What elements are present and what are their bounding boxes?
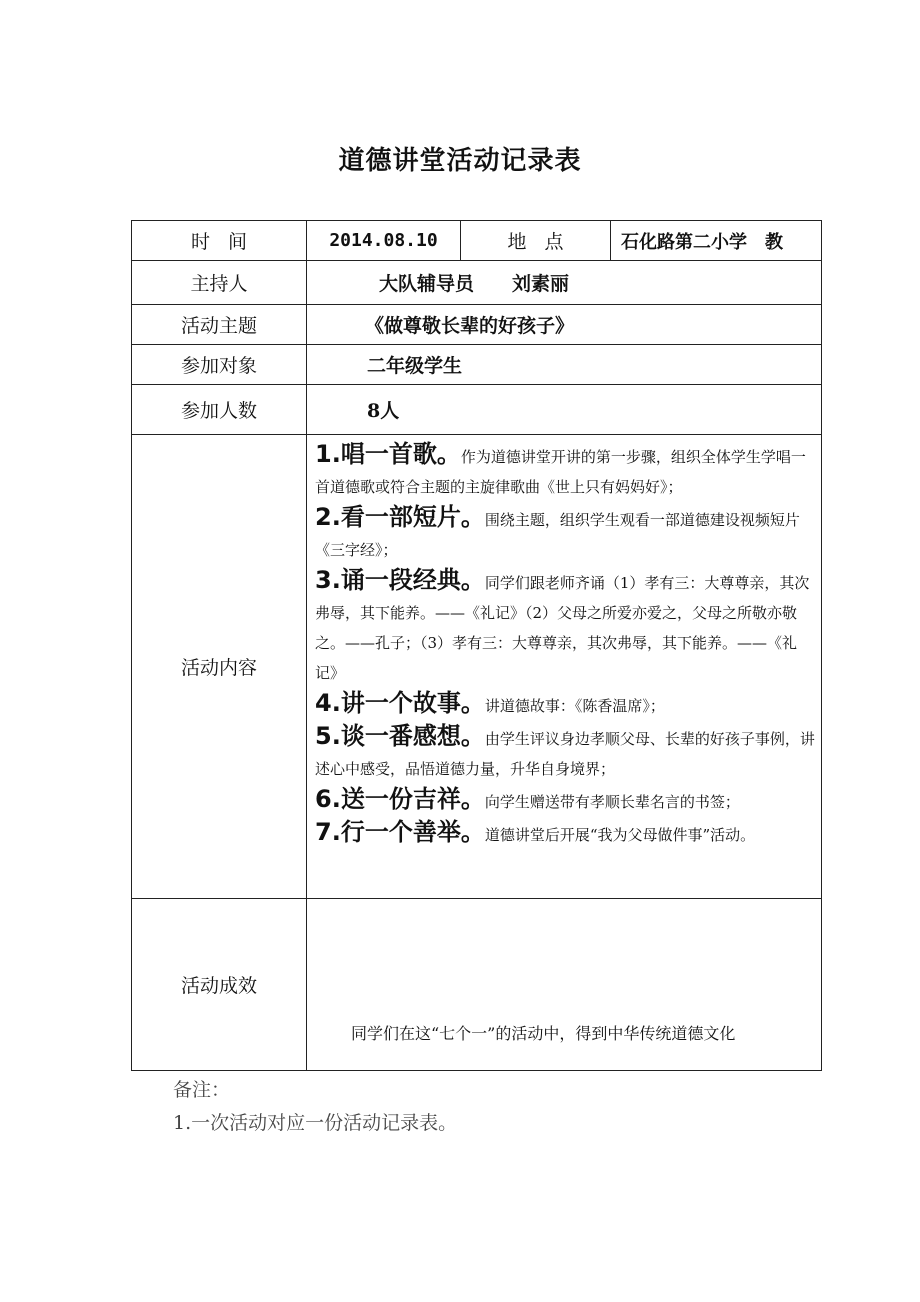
content-item-7: 7.行一个善举。道德讲堂后开展“我为父母做件事”活动。 [315,818,756,846]
host-value: 大队辅导员 刘素丽 [307,261,822,305]
notes-line-1: 1.一次活动对应一份活动记录表。 [173,1112,458,1134]
time-row [132,221,822,261]
effect-value: 同学们在这“七个一”的活动中，得到中华传统道德文化 [307,899,822,1071]
participants-value: 二年级学生 [307,345,822,385]
host-label: 主持人 [132,261,307,305]
count-value: 8人 [307,385,822,435]
content-item-6: 6.送一份吉祥。向学生赠送带有孝顺长辈名言的书签； [315,785,740,813]
count-label: 参加人数 [132,385,307,435]
page-title: 道德讲堂活动记录表 [338,146,582,176]
theme-label: 活动主题 [132,305,307,345]
notes-section [173,1074,457,1140]
participants-label: 参加对象 [132,345,307,385]
activity-record-table [131,220,822,1071]
location-value: 石化路第二小学 教 [611,221,822,261]
notes-heading: 备注： [173,1079,231,1101]
content-label: 活动内容 [132,435,307,899]
theme-value: 《做尊敬长辈的好孩子》 [307,305,822,345]
content-item-4: 4.讲一个故事。讲道德故事：《陈香温席》； [315,689,665,717]
effect-label: 活动成效 [132,899,307,1071]
content-item-2: 2.看一部短片。围绕主题，组织学生观看一部道德建设视频短片《三字经》； [315,503,800,559]
content-item-5: 5.谈一番感想。由学生评议身边孝顺父母、长辈的好孩子事例，讲述心中感受，品悟道德力量，升华自身境界； [315,722,815,778]
content-item-3: 3.诵一段经典。同学们跟老师齐诵（1）孝有三：大尊尊亲，其次弗辱，其下能养。——《礼记》（2）父母之所爱亦爱之，父母之所敬亦敬之。——孔子；（3）孝有三：大尊尊亲，其次弗辱，其下能养。——《礼记》 [315,566,810,682]
content-cell [307,435,822,899]
count-row [132,385,822,435]
effect-row [132,899,822,1071]
content-row [132,435,822,899]
content-item-1: 1.唱一首歌。作为道德讲堂开讲的第一步骤，组织全体学生学唱一首道德歌或符合主题的主旋律歌曲《世上只有妈妈好》； [315,440,806,496]
time-label: 时间 [132,221,307,261]
host-row [132,261,822,305]
location-label: 地点 [461,221,611,261]
participants-row [132,345,822,385]
theme-row [132,305,822,345]
time-value: 2014.08.10 [307,221,461,261]
